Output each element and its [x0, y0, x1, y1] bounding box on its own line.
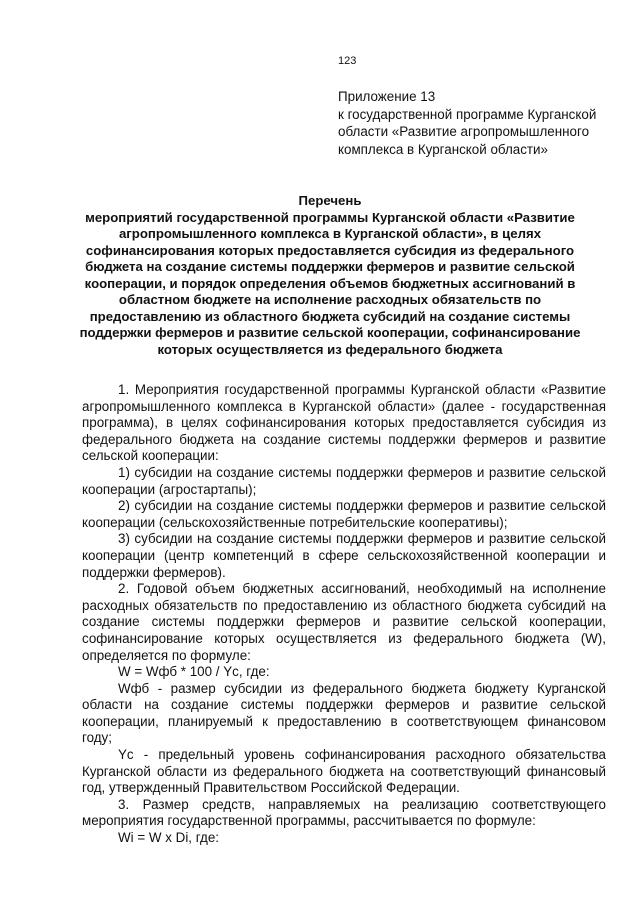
- list-item: 3) субсидии на создание системы поддержки фермеров и развитие сельской кооперации (центр компетенций в сфере сельскохозяйственной кооперации и поддержки фермеров).: [82, 531, 606, 580]
- title-line: бюджета на создание системы поддержки фермеров и развитие сельской: [85, 259, 575, 274]
- paragraph: Wфб - размер субсидии из федерального бюджета бюджету Курганской области на создание системы поддержки фермеров и развитие сельской кооперации, планируемый к предоставлению в соответствующем финансовом году;: [82, 680, 606, 746]
- page-number: 123: [338, 55, 357, 67]
- appendix-line: комплекса в Курганской области»: [338, 141, 548, 157]
- title-line: кооперации, и порядок определения объемов бюджетных ассигнований в: [84, 275, 576, 291]
- title-line: агропромышленного комплекса в Курганской области», в целях: [118, 226, 542, 241]
- paragraph: 1. Мероприятия государственной программы Курганской области «Развитие агропромышленного комплекса в Курганской области» (далее - государственная программа), в целях софинансирования которых предоставляется субсидия из федерального бюджета на создание системы поддержки фермеров и развитие сельской кооперации:: [82, 382, 606, 464]
- title-line: поддержки фермеров и развитие сельской кооперации, софинансирование: [79, 325, 581, 340]
- paragraph: Yc - предельный уровень софинансирования расходного обязательства Курганской области из федерального бюджета на соответствующий финансовый год, утвержденный Правительством Российской Федерации.: [82, 747, 606, 796]
- list-item: 1) субсидии на создание системы поддержки фермеров и развитие сельской кооперации (агростартапы);: [82, 464, 606, 497]
- paragraph: 3. Размер средств, направляемых на реализацию соответствующего мероприятия государственной программы, рассчитывается по формуле:: [82, 796, 606, 829]
- formula: W = Wфб * 100 / Yc, где:: [118, 664, 270, 680]
- list-item: 2) субсидии на создание системы поддержки фермеров и развитие сельской кооперации (сельскохозяйственные потребительские кооперативы);: [82, 498, 606, 530]
- document-body: [82, 382, 606, 847]
- title-line: мероприятий государственной программы Курганской области «Развитие: [85, 209, 575, 225]
- formula: Wi = W x Di, где:: [118, 830, 219, 846]
- title-line: софинансирования которых предоставляется субсидия из федерального: [85, 242, 575, 258]
- paragraph: 2. Годовой объем бюджетных ассигнований, необходимый на исполнение расходных обязательств по предоставлению из областного бюджета субсидий на создание системы поддержки фермеров и развитие сельской кооперации, софинансирование которых осуществляется из федерального бюджета (W), определяется по формуле:: [82, 581, 606, 663]
- document-title: [64, 193, 596, 358]
- title-line: областном бюджете на исполнение расходных обязательств по: [118, 292, 542, 307]
- appendix-line: к государственной программе Курганской: [338, 106, 597, 122]
- title-line: Перечень: [298, 193, 362, 208]
- appendix-header: [338, 88, 618, 158]
- appendix-line: Приложение 13: [338, 89, 436, 104]
- title-line: предоставлению из областного бюджета субсидий на создание системы: [89, 308, 571, 324]
- appendix-line: области «Развитие агропромышленного: [338, 124, 590, 139]
- title-line: которых осуществляется из федерального бюджета: [157, 341, 503, 357]
